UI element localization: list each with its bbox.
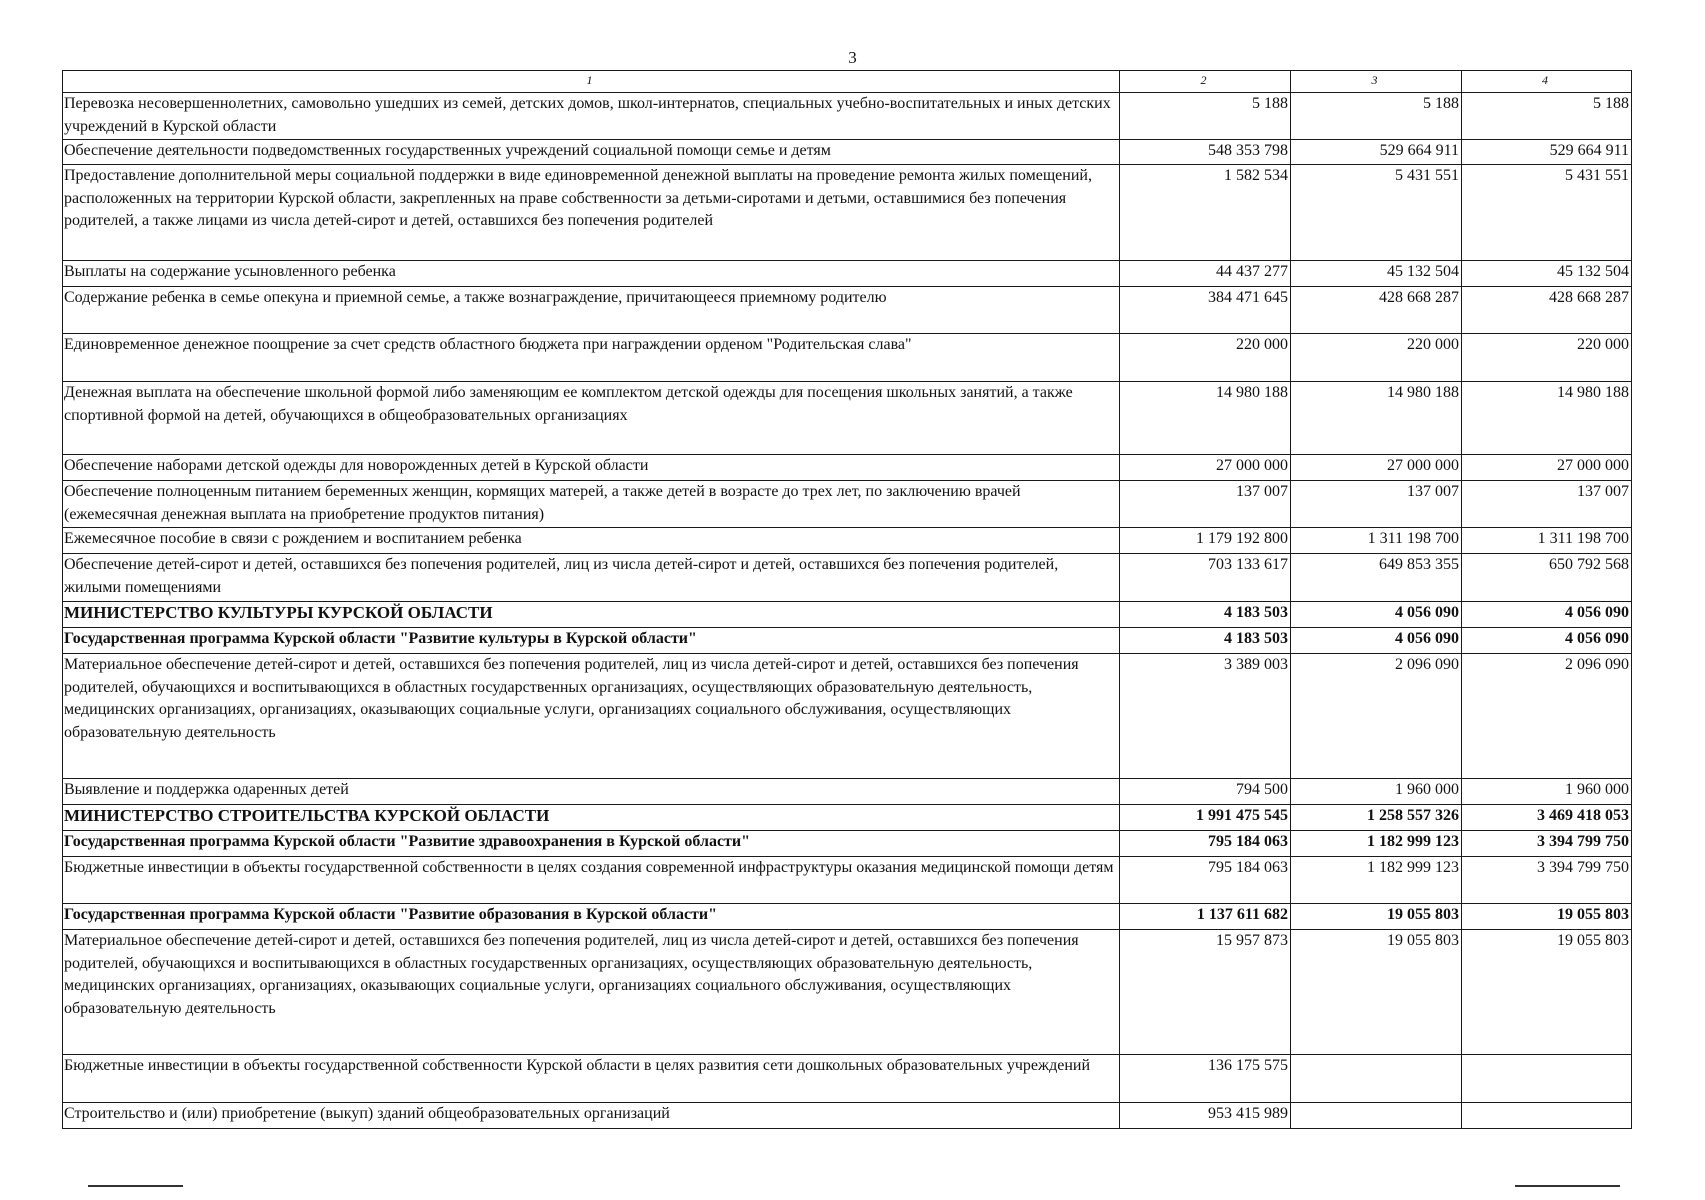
table-row	[63, 481, 1632, 528]
amount-cell-col-3: 27 000 000	[1291, 455, 1462, 481]
item-name-cell: Обеспечение полноценным питанием беременных женщин, кормящих матерей, а также детей в возрасте до трех лет, по заключению врачей (ежемесячная денежная выплата на приобретение продуктов питания)	[63, 481, 1120, 528]
amount-cell-col-3: 649 853 355	[1291, 554, 1462, 602]
item-name-cell: Материальное обеспечение детей-сирот и детей, оставшихся без попечения родителей, лиц из числа детей-сирот и детей, оставшихся без попечения родителей, обучающихся и воспитывающихся в областных государственных организациях, осуществляющих образовательную деятельность, медицинских организациях, организациях, оказывающих социальные услуги, организациях социального обслуживания, осуществляющих образовательную деятельность	[63, 654, 1120, 779]
table-row	[63, 93, 1632, 140]
table-row	[63, 261, 1632, 287]
amount-cell-col-3: 1 311 198 700	[1291, 528, 1462, 554]
column-number: 3	[1291, 71, 1462, 93]
amount-cell-col-3: 4 056 090	[1291, 628, 1462, 654]
amount-cell-col-3	[1291, 1055, 1462, 1103]
amount-cell-col-4: 220 000	[1462, 334, 1632, 382]
item-name-cell: Бюджетные инвестиции в объекты государственной собственности в целях создания современной инфраструктуры оказания медицинской помощи детям	[63, 857, 1120, 904]
table-row	[63, 930, 1632, 1055]
amount-cell-col-4: 5 188	[1462, 93, 1632, 140]
section-name-cell: МИНИСТЕРСТВО СТРОИТЕЛЬСТВА КУРСКОЙ ОБЛАСТИ	[63, 805, 1120, 831]
amount-cell-col-3: 4 056 090	[1291, 602, 1462, 628]
amount-cell-col-3: 220 000	[1291, 334, 1462, 382]
amount-cell-col-4: 529 664 911	[1462, 140, 1632, 165]
table-row	[63, 382, 1632, 455]
table-row	[63, 779, 1632, 805]
amount-cell-col-2: 220 000	[1120, 334, 1291, 382]
column-number: 4	[1462, 71, 1632, 93]
amount-cell-col-4: 19 055 803	[1462, 930, 1632, 1055]
amount-cell-col-4: 2 096 090	[1462, 654, 1632, 779]
column-number-row	[63, 71, 1632, 93]
item-name-cell: Выявление и поддержка одаренных детей	[63, 779, 1120, 805]
amount-cell-col-3: 19 055 803	[1291, 904, 1462, 930]
item-name-cell: Денежная выплата на обеспечение школьной формой либо заменяющим ее комплектом детской одежды для посещения школьных занятий, а также спортивной формой на детей, обучающихся в общеобразовательных организациях	[63, 382, 1120, 455]
section-name-cell: МИНИСТЕРСТВО КУЛЬТУРЫ КУРСКОЙ ОБЛАСТИ	[63, 602, 1120, 628]
amount-cell-col-3	[1291, 1103, 1462, 1129]
amount-cell-col-2: 1 137 611 682	[1120, 904, 1291, 930]
item-name-cell: Обеспечение наборами детской одежды для новорожденных детей в Курской области	[63, 455, 1120, 481]
amount-cell-col-3: 137 007	[1291, 481, 1462, 528]
amount-cell-col-2: 794 500	[1120, 779, 1291, 805]
item-name-cell: Материальное обеспечение детей-сирот и детей, оставшихся без попечения родителей, лиц из числа детей-сирот и детей, оставшихся без попечения родителей, обучающихся и воспитывающихся в областных государственных организациях, осуществляющих образовательную деятельность, медицинских организациях, организациях, оказывающих социальные услуги, организациях социального обслуживания, осуществляющих образовательную деятельность	[63, 930, 1120, 1055]
section-row	[63, 602, 1632, 628]
amount-cell-col-4: 3 394 799 750	[1462, 831, 1632, 857]
amount-cell-col-4: 428 668 287	[1462, 287, 1632, 334]
table-row	[63, 528, 1632, 554]
table-row	[63, 455, 1632, 481]
bottom-edge-mark	[1515, 1185, 1620, 1187]
table-row	[63, 554, 1632, 602]
amount-cell-col-4: 1 311 198 700	[1462, 528, 1632, 554]
amount-cell-col-4: 14 980 188	[1462, 382, 1632, 455]
amount-cell-col-3: 1 182 999 123	[1291, 831, 1462, 857]
amount-cell-col-3: 5 188	[1291, 93, 1462, 140]
amount-cell-col-2: 1 991 475 545	[1120, 805, 1291, 831]
item-name-cell: Предоставление дополнительной меры социальной поддержки в виде единовременной денежной выплаты на проведение ремонта жилых помещений, расположенных на территории Курской области, закрепленных на праве собственности за детьми-сиротами и детьми, оставшимися без попечения родителей, а также лицами из числа детей-сирот и детей, оставшихся без попечения родителей	[63, 165, 1120, 261]
item-name-cell: Перевозка несовершеннолетних, самовольно ушедших из семей, детских домов, школ-интернатов, специальных учебно-воспитательных и иных детских учреждений в Курской области	[63, 93, 1120, 140]
amount-cell-col-4	[1462, 1103, 1632, 1129]
table-row	[63, 140, 1632, 165]
amount-cell-col-3: 1 960 000	[1291, 779, 1462, 805]
amount-cell-col-3: 2 096 090	[1291, 654, 1462, 779]
amount-cell-col-4: 1 960 000	[1462, 779, 1632, 805]
table-row	[63, 1055, 1632, 1103]
amount-cell-col-4: 19 055 803	[1462, 904, 1632, 930]
table-row	[63, 334, 1632, 382]
amount-cell-col-3: 1 182 999 123	[1291, 857, 1462, 904]
amount-cell-col-2: 1 179 192 800	[1120, 528, 1291, 554]
amount-cell-col-4: 4 056 090	[1462, 628, 1632, 654]
amount-cell-col-4: 45 132 504	[1462, 261, 1632, 287]
table-row	[63, 1103, 1632, 1129]
section-row	[63, 805, 1632, 831]
amount-cell-col-2: 15 957 873	[1120, 930, 1291, 1055]
page-number: 3	[848, 48, 857, 67]
amount-cell-col-3: 1 258 557 326	[1291, 805, 1462, 831]
column-number: 2	[1120, 71, 1291, 93]
amount-cell-col-2: 44 437 277	[1120, 261, 1291, 287]
amount-cell-col-2: 5 188	[1120, 93, 1291, 140]
amount-cell-col-3: 45 132 504	[1291, 261, 1462, 287]
amount-cell-col-2: 548 353 798	[1120, 140, 1291, 165]
amount-cell-col-4: 3 469 418 053	[1462, 805, 1632, 831]
item-name-cell: Строительство и (или) приобретение (выкуп) зданий общеобразовательных организаций	[63, 1103, 1120, 1129]
amount-cell-col-3: 428 668 287	[1291, 287, 1462, 334]
amount-cell-col-2: 3 389 003	[1120, 654, 1291, 779]
amount-cell-col-3: 529 664 911	[1291, 140, 1462, 165]
amount-cell-col-2: 137 007	[1120, 481, 1291, 528]
amount-cell-col-2: 1 582 534	[1120, 165, 1291, 261]
section-name-cell: Государственная программа Курской области "Развитие здравоохранения в Курской области"	[63, 831, 1120, 857]
amount-cell-col-3: 14 980 188	[1291, 382, 1462, 455]
item-name-cell: Выплаты на содержание усыновленного ребенка	[63, 261, 1120, 287]
amount-cell-col-4: 137 007	[1462, 481, 1632, 528]
amount-cell-col-2: 953 415 989	[1120, 1103, 1291, 1129]
section-name-cell: Государственная программа Курской области "Развитие образования в Курской области"	[63, 904, 1120, 930]
item-name-cell: Обеспечение деятельности подведомственных государственных учреждений социальной помощи семье и детям	[63, 140, 1120, 165]
table-row	[63, 654, 1632, 779]
budget-table	[62, 70, 1632, 1129]
amount-cell-col-4: 5 431 551	[1462, 165, 1632, 261]
bottom-edge-mark	[88, 1185, 183, 1187]
item-name-cell: Обеспечение детей-сирот и детей, оставшихся без попечения родителей, лиц из числа детей-сирот и детей, оставшихся без попечения родителей, жилыми помещениями	[63, 554, 1120, 602]
amount-cell-col-2: 384 471 645	[1120, 287, 1291, 334]
section-row	[63, 628, 1632, 654]
amount-cell-col-4: 27 000 000	[1462, 455, 1632, 481]
amount-cell-col-2: 795 184 063	[1120, 857, 1291, 904]
amount-cell-col-4	[1462, 1055, 1632, 1103]
amount-cell-col-2: 136 175 575	[1120, 1055, 1291, 1103]
amount-cell-col-3: 5 431 551	[1291, 165, 1462, 261]
amount-cell-col-4: 4 056 090	[1462, 602, 1632, 628]
item-name-cell: Единовременное денежное поощрение за счет средств областного бюджета при награждении орденом "Родительская слава"	[63, 334, 1120, 382]
amount-cell-col-2: 14 980 188	[1120, 382, 1291, 455]
amount-cell-col-2: 27 000 000	[1120, 455, 1291, 481]
column-number: 1	[63, 71, 1120, 93]
amount-cell-col-4: 650 792 568	[1462, 554, 1632, 602]
item-name-cell: Бюджетные инвестиции в объекты государственной собственности Курской области в целях развития сети дошкольных образовательных учреждений	[63, 1055, 1120, 1103]
table-row	[63, 165, 1632, 261]
amount-cell-col-2: 795 184 063	[1120, 831, 1291, 857]
amount-cell-col-2: 703 133 617	[1120, 554, 1291, 602]
amount-cell-col-4: 3 394 799 750	[1462, 857, 1632, 904]
section-row	[63, 904, 1632, 930]
item-name-cell: Содержание ребенка в семье опекуна и приемной семье, а также вознаграждение, причитающееся приемному родителю	[63, 287, 1120, 334]
section-row	[63, 831, 1632, 857]
section-name-cell: Государственная программа Курской области "Развитие культуры в Курской области"	[63, 628, 1120, 654]
table-row	[63, 857, 1632, 904]
item-name-cell: Ежемесячное пособие в связи с рождением и воспитанием ребенка	[63, 528, 1120, 554]
table-row	[63, 287, 1632, 334]
amount-cell-col-3: 19 055 803	[1291, 930, 1462, 1055]
amount-cell-col-2: 4 183 503	[1120, 602, 1291, 628]
amount-cell-col-2: 4 183 503	[1120, 628, 1291, 654]
